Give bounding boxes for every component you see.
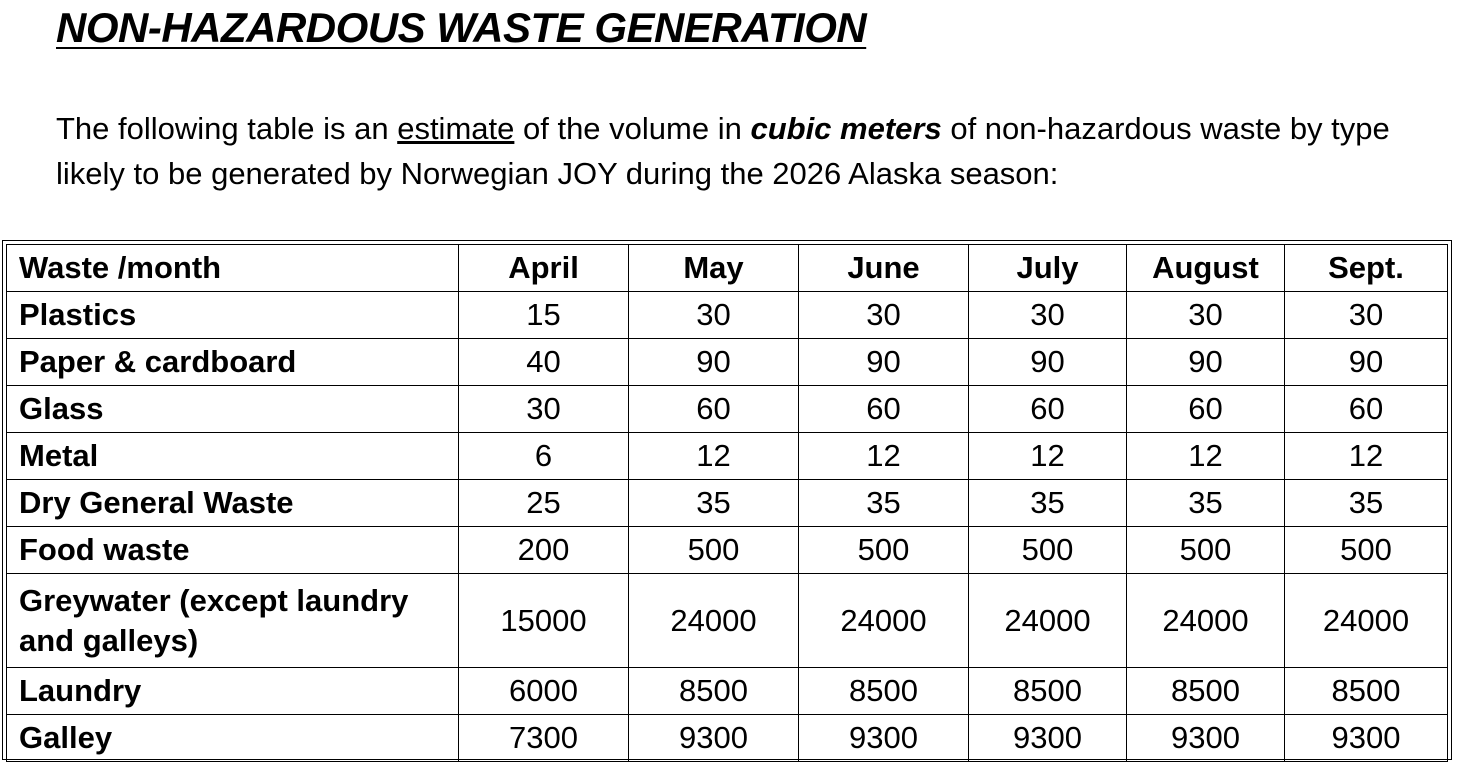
table-cell: 90 [969,339,1127,386]
waste-table-frame [2,240,1452,760]
table-cell: 500 [629,527,799,574]
table-cell: 24000 [629,574,799,668]
table-cell: 24000 [799,574,969,668]
column-header-june: June [799,245,969,292]
column-header-sept: Sept. [1285,245,1448,292]
document-title: NON-HAZARDOUS WASTE GENERATION [56,4,867,51]
table-cell: 24000 [969,574,1127,668]
table-row-food-waste [7,527,1448,574]
table-cell: 500 [1285,527,1448,574]
table-cell: 60 [1127,386,1285,433]
row-label: Food waste [7,527,459,574]
table-cell: 30 [459,386,629,433]
table-cell: 35 [969,480,1127,527]
table-cell: 40 [459,339,629,386]
table-cell: 8500 [969,668,1127,715]
table-cell: 25 [459,480,629,527]
table-cell: 500 [1127,527,1285,574]
table-cell: 8500 [1285,668,1448,715]
row-label: Paper & cardboard [7,339,459,386]
table-cell: 24000 [1127,574,1285,668]
table-cell: 6000 [459,668,629,715]
column-header-august: August [1127,245,1285,292]
row-label: Greywater (except laundry and galleys) [7,574,459,668]
intro-paragraph [56,106,1416,196]
table-cell: 9300 [799,715,969,762]
intro-text-1: The following table is an [56,111,398,146]
table-cell: 60 [1285,386,1448,433]
table-cell: 8500 [629,668,799,715]
intro-text-3: of non-hazardous waste by type likely to be generated by Norwegian JOY during the 2026 Alaska season: [56,111,1390,191]
table-cell: 6 [459,433,629,480]
table-cell: 12 [1285,433,1448,480]
table-cell: 90 [629,339,799,386]
table-cell: 15 [459,292,629,339]
table-row-glass [7,386,1448,433]
table-cell: 24000 [1285,574,1448,668]
table-cell: 7300 [459,715,629,762]
row-label: Galley [7,715,459,762]
table-cell: 9300 [629,715,799,762]
intro-units: cubic meters [750,111,942,146]
table-cell: 30 [1285,292,1448,339]
table-cell: 30 [1127,292,1285,339]
table-row-metal [7,433,1448,480]
table-cell: 90 [1127,339,1285,386]
row-label: Laundry [7,668,459,715]
table-cell: 12 [799,433,969,480]
table-cell: 35 [1127,480,1285,527]
table-cell: 12 [969,433,1127,480]
table-cell: 500 [969,527,1127,574]
table-cell: 60 [969,386,1127,433]
table-cell: 35 [799,480,969,527]
column-header-april: April [459,245,629,292]
table-row-paper-cardboard [7,339,1448,386]
row-label: Metal [7,433,459,480]
table-cell: 60 [629,386,799,433]
table-cell: 9300 [969,715,1127,762]
table-cell: 30 [629,292,799,339]
intro-text-2: of the volume in [514,111,751,146]
table-row-laundry [7,668,1448,715]
table-cell: 90 [799,339,969,386]
row-label: Glass [7,386,459,433]
table-cell: 30 [969,292,1127,339]
table-cell: 12 [629,433,799,480]
table-cell: 90 [1285,339,1448,386]
table-row-plastics [7,292,1448,339]
table-cell: 15000 [459,574,629,668]
column-header-waste-month: Waste /month [7,245,459,292]
table-cell: 12 [1127,433,1285,480]
table-cell: 8500 [799,668,969,715]
column-header-july: July [969,245,1127,292]
table-cell: 200 [459,527,629,574]
row-label: Plastics [7,292,459,339]
table-row-greywater [7,574,1448,668]
table-cell: 35 [1285,480,1448,527]
table-cell: 60 [799,386,969,433]
table-header-row [7,245,1448,292]
intro-estimate-word: estimate [397,111,515,146]
row-label: Dry General Waste [7,480,459,527]
table-cell: 30 [799,292,969,339]
table-cell: 8500 [1127,668,1285,715]
column-header-may: May [629,245,799,292]
table-row-dry-general-waste [7,480,1448,527]
table-cell: 9300 [1127,715,1285,762]
table-row-galley [7,715,1448,762]
waste-table [6,244,1448,762]
table-cell: 35 [629,480,799,527]
table-cell: 500 [799,527,969,574]
table-cell: 9300 [1285,715,1448,762]
